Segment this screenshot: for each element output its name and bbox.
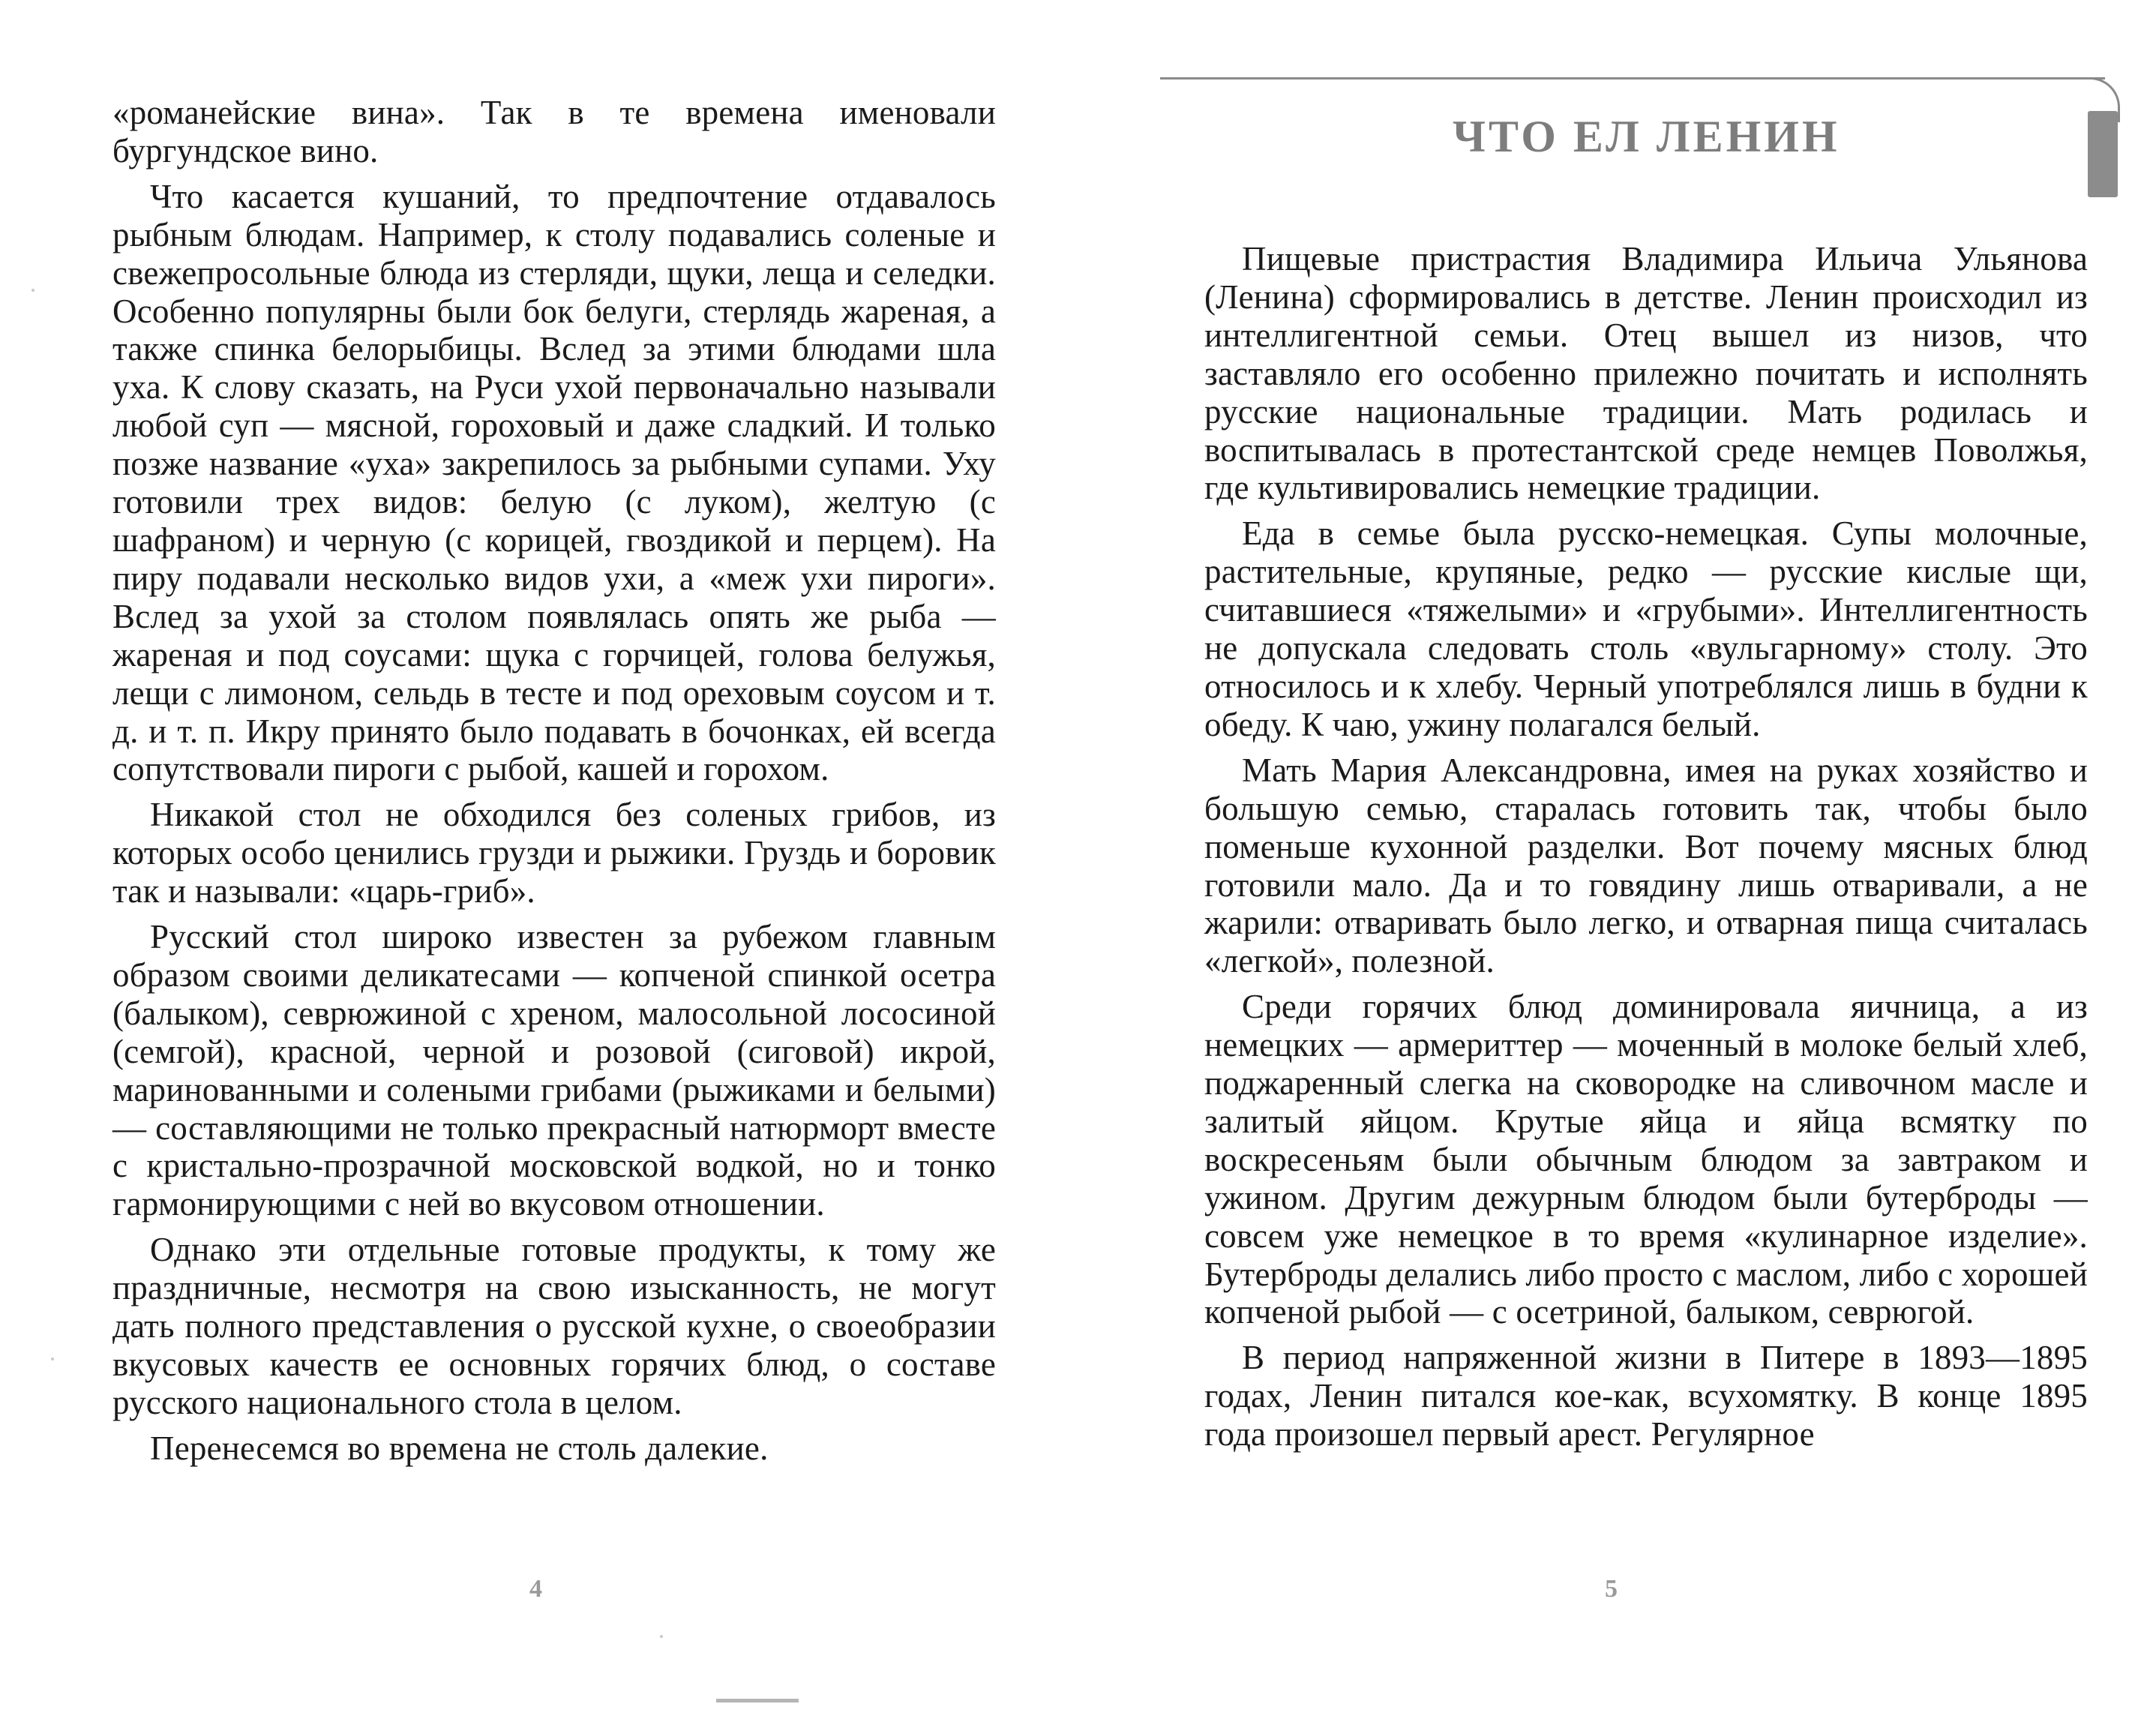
chapter-header-rule xyxy=(1160,77,2105,80)
right-page-text xyxy=(1204,240,2088,1461)
left-page-number: 4 xyxy=(529,1575,542,1603)
right-page-number: 5 xyxy=(1605,1575,1618,1603)
chapter-title: ЧТО ЕЛ ЛЕНИН xyxy=(1453,112,1840,161)
scan-bottom-mark xyxy=(716,1699,799,1702)
left-paragraph-2: Что касается кушаний, то предпочтение отдавалось рыбным блюдам. Например, к столу подавались соленые и свежепросольные блюда из стерляди, щуки, леща и селедки. Особенно популярны были бок белуги, стерлядь жареная, а также спинка белорыбицы. Вслед за этими блюдами шла уха. К слову сказать, на Руси ухой первоначально называли любой суп — мясной, гороховый и даже сладкий. И только позже название «уха» закрепилось за рыбными супами. Уху готовили трех видов: белую (с луком), желтую (с шафраном) и черную (с корицей, гвоздикой и перцем). На пиру подавали несколько видов ухи, а «меж ухи пироги». Вслед за ухой за столом появлялась опять же рыба — жареная и под соусами: щука с горчицей, голова белужья, лещи с лимоном, сельдь в тесте и под ореховым соусом и т. д. и т. п. Икру принято было подавать в бочонках, ей всегда сопутствовали пироги с рыбой, кашей и горохом. xyxy=(112,177,996,788)
left-paragraph-6: Перенесемся во времена не столь далекие. xyxy=(150,1429,769,1467)
right-paragraph-4: Среди горячих блюд доминировала яичница, а из немецких — армериттер — моченный в молоке белый хлеб, поджаренный слегка на сковородке на сливочном масле и залитый яйцом. Крутые яйца и яйца всмятку по воскресеньям были обычным блюдом за завтраком и ужином. Другим дежурным блюдом были бутерброды — совсем уже немецкое в то время «кулинарное изделие». Бутерброды делались либо просто с маслом, либо с хорошей копченой рыбой — с осетриной, балыком, севрюгой. xyxy=(1204,988,2088,1331)
scan-speck xyxy=(660,1635,663,1638)
right-paragraph-3: Мать Мария Александровна, имея на руках хозяйство и большую семью, старалась готовить так, чтобы было поменьше кухонной разделки. Вот почему мясных блюд готовили мало. Да и то говядину лишь отваривали, а не жарили: отваривать было легко, и отварная пища считалась «легкой», полезной. xyxy=(1204,751,2088,980)
left-paragraph-3: Никакой стол не обходился без соленых грибов, из которых особо ценились грузди и рыжики. Груздь и боровик так и называли: «царь-гриб». xyxy=(112,796,996,910)
right-paragraph-1: Пищевые пристрастия Владимира Ильича Ульянова (Ленина) сформировались в детстве. Ленин происходил из интеллигентной семьи. Отец вышел из низов, что заставляло его особенно прилежно почитать и исполнять русские национальные традиции. Мать родилась и воспитывалась в протестантской среде немцев Поволжья, где культивировались немецкие традиции. xyxy=(1204,240,2088,507)
chapter-tab-marker xyxy=(2088,111,2118,197)
scan-speck xyxy=(31,289,34,292)
scan-speck xyxy=(51,1358,54,1360)
right-page xyxy=(1078,0,2156,1719)
left-page-text xyxy=(112,94,996,1475)
left-paragraph-1: «романейские вина». Так в те времена именовали бургундское вино. xyxy=(112,94,996,170)
right-paragraph-5: В период напряженной жизни в Питере в 1893—1895 годах, Ленин питался кое-как, всухомятку. В конце 1895 года произошел первый арест. Регулярное xyxy=(1204,1339,2088,1454)
left-paragraph-4: Русский стол широко известен за рубежом главным образом своими деликатесами — копченой спинкой осетра (балыком), севрюжиной с хреном, малосольной лососиной (семгой), красной, черной и розовой (сиговой) икрой, маринованными и солеными грибами (рыжиками и белыми) — составляющими не только прекрасный натюрморт вместе с кристально-прозрачной московской водкой, но и тонко гармонирующими с ней во вкусовом отношении. xyxy=(112,918,996,1223)
right-paragraph-2: Еда в семье была русско-немецкая. Супы молочные, растительные, крупяные, редко — русские кислые щи, считавшиеся «тяжелыми» и «грубыми». Интеллигентность не допускала следовать столь «вульгарному» столу. Это относилось и к хлебу. Черный употреблялся лишь в будни к обеду. К чаю, ужину полагался белый. xyxy=(1204,514,2088,743)
left-paragraph-5: Однако эти отдельные готовые продукты, к тому же праздничные, несмотря на свою изысканность, не могут дать полного представления о русской кухне, о своеобразии вкусовых качеств ее основных горячих блюд, о составе русского национального стола в целом. xyxy=(112,1231,996,1421)
